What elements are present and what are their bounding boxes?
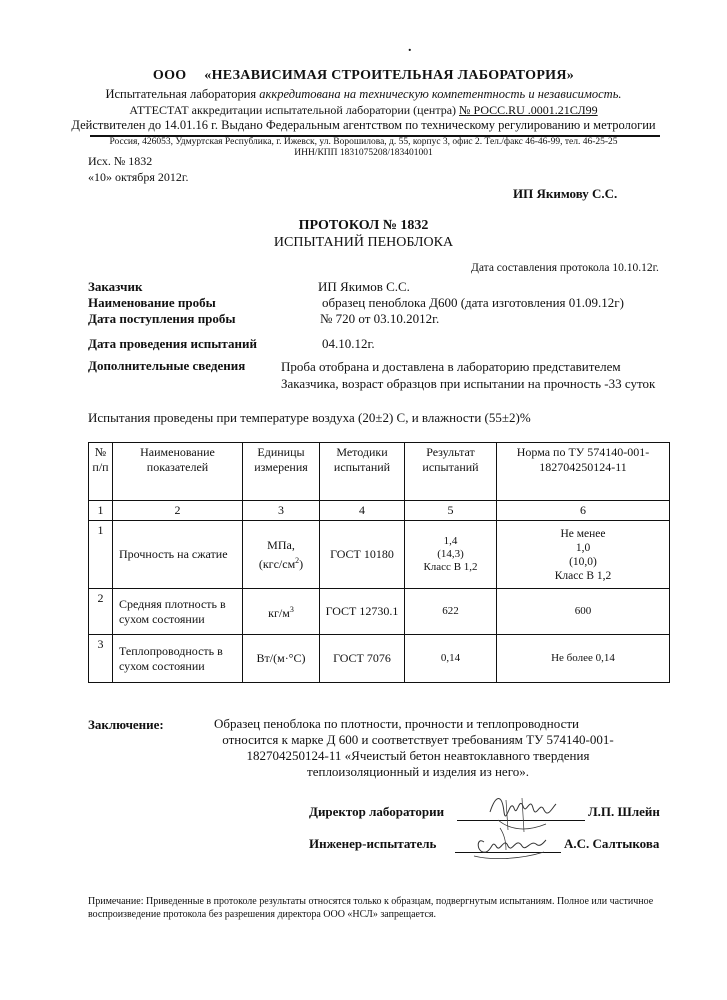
conclusion-line: относится к марке Д 600 и соответствует требованиям ТУ 574140-001- xyxy=(222,732,614,747)
additional-label: Дополнительные сведения xyxy=(88,358,246,373)
col-number: 4 xyxy=(320,501,405,521)
customer-label: Заказчик xyxy=(88,279,143,294)
units-sup: 2 xyxy=(295,555,300,565)
sample-label: Наименование пробы xyxy=(88,295,216,310)
header-units: Единицы измерения xyxy=(243,443,320,501)
row-name: Прочность на сжатие xyxy=(113,521,243,589)
inn-line: ИНН/КПП 1831075208/183401001 xyxy=(294,148,433,158)
customer-value: ИП Якимов С.С. xyxy=(318,279,410,294)
organization-name xyxy=(0,68,727,84)
col-number: 6 xyxy=(497,501,670,521)
received-value: № 720 от 03.10.2012г. xyxy=(320,311,440,326)
received-label: Дата поступления пробы xyxy=(88,311,236,326)
row-name: Средняя плотность в сухом состоянии xyxy=(113,589,243,635)
certificate-plain: АТТЕСТАТ аккредитации испытательной лаборатории (центра) xyxy=(129,103,457,117)
col-number: 1 xyxy=(89,501,113,521)
result-line: 1,4 xyxy=(443,535,458,547)
units-sub: (кгс/см xyxy=(258,556,296,571)
table-row xyxy=(89,521,670,589)
accreditation-line xyxy=(0,87,727,102)
row-result: 0,14 xyxy=(405,635,497,683)
column-number-row xyxy=(89,501,670,521)
protocol-title: ПРОТОКОЛ № 1832 xyxy=(298,218,429,233)
row-result xyxy=(405,521,497,589)
row-units xyxy=(243,589,320,635)
units-main: МПа, xyxy=(267,537,295,552)
header-norm: Норма по ТУ 574140-001-182704250124-11 xyxy=(497,443,670,501)
row-norm xyxy=(497,521,670,589)
conclusion-line: теплоизоляционный и изделия из него». xyxy=(307,764,529,779)
tested-value: 04.10.12г. xyxy=(322,336,375,351)
row-num: 1 xyxy=(89,521,113,589)
certificate-line xyxy=(0,103,727,118)
header-dot: . xyxy=(408,40,412,55)
col-number: 3 xyxy=(243,501,320,521)
norm-line: 1,0 xyxy=(575,541,591,554)
conclusion-text xyxy=(178,716,658,780)
row-result: 622 xyxy=(405,589,497,635)
header-result: Результат испытаний xyxy=(405,443,497,501)
col-number: 5 xyxy=(405,501,497,521)
units-sup: 3 xyxy=(289,605,294,614)
units-main: кг/м xyxy=(268,606,290,620)
engineer-name: А.С. Салтыкова xyxy=(564,836,660,851)
table-row xyxy=(89,635,670,683)
header-name: Наименование показателей xyxy=(113,443,243,501)
row-num: 3 xyxy=(89,635,113,683)
table-row xyxy=(89,589,670,635)
outgoing-number: Исх. № 1832 xyxy=(88,154,153,168)
protocol-date: Дата составления протокола 10.10.12г. xyxy=(471,262,659,274)
engineer-signature xyxy=(470,822,550,866)
director-name: Л.П. Шлейн xyxy=(588,804,660,819)
col-number: 2 xyxy=(113,501,243,521)
row-units: Вт/(м·°С) xyxy=(243,635,320,683)
result-line: (14,3) xyxy=(437,548,464,560)
validity-line: Действителен до 14.01.16 г. Выдано Федеральным агентством по техническому регулированию и метрологии xyxy=(71,118,656,132)
conclusion-line: Образец пеноблока по плотности, прочности и теплопроводности xyxy=(214,716,579,731)
director-title: Директор лаборатории xyxy=(309,804,445,819)
norm-line: Не менее xyxy=(560,527,606,540)
row-method: ГОСТ 7076 xyxy=(320,635,405,683)
norm-line: Класс В 1,2 xyxy=(554,569,612,582)
row-name: Теплопроводность в сухом состоянии xyxy=(113,635,243,683)
table-header-row xyxy=(89,443,670,501)
conclusion-label: Заключение: xyxy=(88,717,164,732)
header-num: № п/п xyxy=(89,443,113,501)
test-conditions: Испытания проведены при температуре воздуха (20±2) С, и влажности (55±2)% xyxy=(88,410,531,425)
row-num: 2 xyxy=(89,589,113,635)
recipient: ИП Якимову С.С. xyxy=(513,186,618,201)
org-prefix: ООО xyxy=(152,68,187,83)
row-norm: 600 xyxy=(497,589,670,635)
units-end: ) xyxy=(299,556,304,571)
additional-value: Проба отобрана и доставлена в лабораторию представителем Заказчика, возраст образцов при испытании на прочность -33 суток xyxy=(281,359,656,391)
header-method: Методики испытаний xyxy=(320,443,405,501)
row-norm: Не более 0,14 xyxy=(497,635,670,683)
row-method: ГОСТ 10180 xyxy=(320,521,405,589)
engineer-title: Инженер-испытатель xyxy=(309,836,437,851)
address-line: Россия, 426053, Удмуртская Республика, г. Ижевск, ул. Ворошилова, д. 55, корпус 3, офис 2. Тел./факс 46-46-99, тел. 46-25-25 xyxy=(109,137,618,147)
conclusion-line: 182704250124-11 «Ячеистый бетон неавтоклавного твердения xyxy=(246,748,590,763)
accreditation-italic: аккредитована на техническую компетентность и независимость. xyxy=(259,87,622,101)
certificate-number: № РОСС.RU .0001.21СЛ99 xyxy=(459,103,598,117)
result-line: Класс В 1,2 xyxy=(423,561,478,573)
footer-note: Примечание: Приведенные в протоколе результаты относятся только к образцам, подвергнутым испытаниям. Полное или частичное воспроизведение протокола без разрешения директора ООО «НСЛ» запрещается. xyxy=(88,896,654,920)
norm-line: (10,0) xyxy=(569,555,597,568)
results-table xyxy=(88,442,670,683)
tested-label: Дата проведения испытаний xyxy=(88,336,257,351)
outgoing-date: «10» октября 2012г. xyxy=(88,170,189,184)
accreditation-plain: Испытательная лаборатория xyxy=(105,87,257,101)
row-method: ГОСТ 12730.1 xyxy=(320,589,405,635)
protocol-subtitle: ИСПЫТАНИЙ ПЕНОБЛОКА xyxy=(273,235,454,250)
org-title: «НЕЗАВИСИМАЯ СТРОИТЕЛЬНАЯ ЛАБОРАТОРИЯ» xyxy=(204,68,575,83)
row-units xyxy=(243,521,320,589)
sample-value: образец пеноблока Д600 (дата изготовления 01.09.12г) xyxy=(322,295,624,310)
